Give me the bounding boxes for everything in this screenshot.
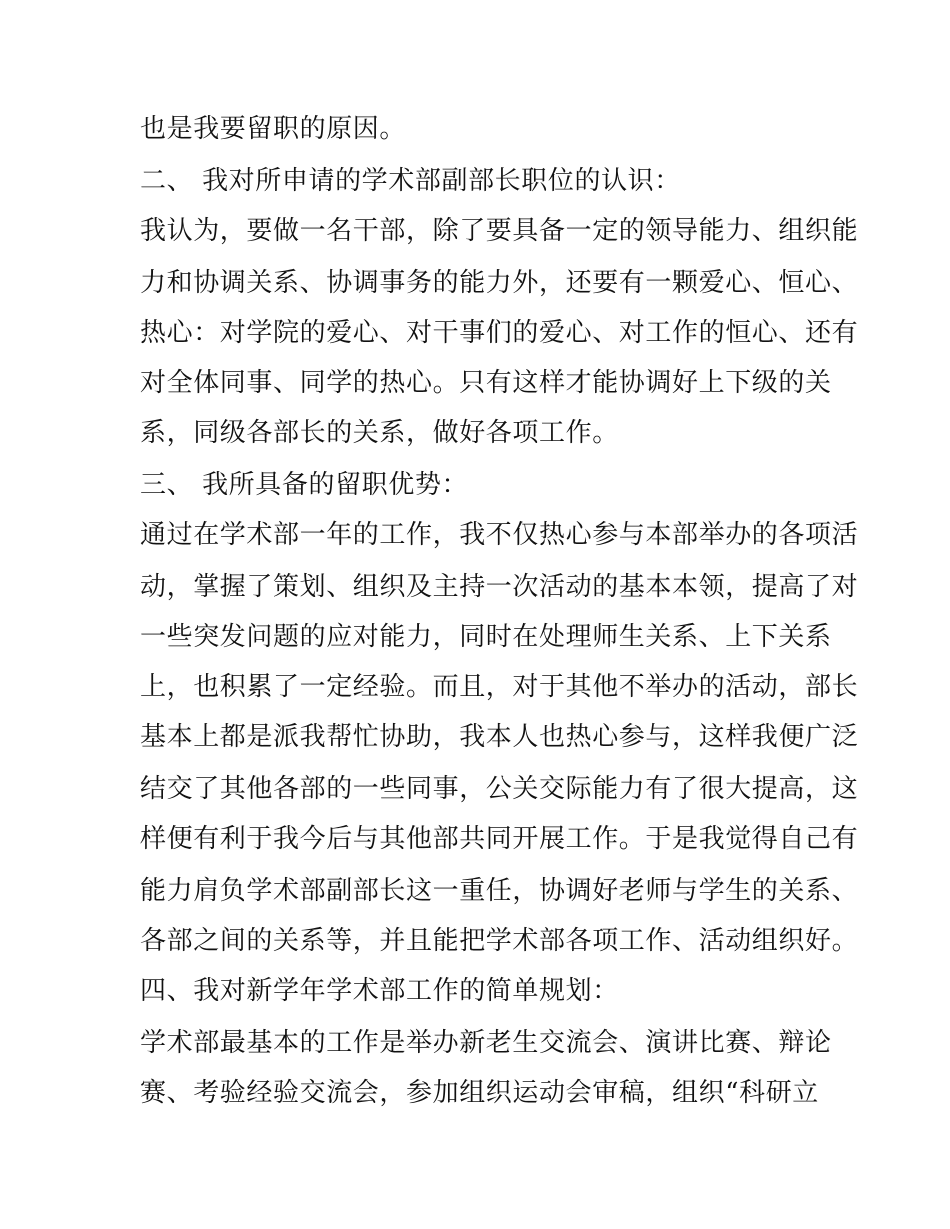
text-line: 通过在学术部一年的工作，我不仅热心参与本部举办的各项活 [140,520,859,550]
text-line: 对全体同事、同学的热心。只有这样才能协调好上下级的关 [140,368,832,398]
section-heading: 三、 我所具备的留职优势： [140,470,469,500]
text-line: 我认为，要做一名干部，除了要具备一定的领导能力、组织能 [140,216,859,246]
text-line: 上，也积累了一定经验。而且，对于其他不举办的活动，部长 [140,672,859,702]
text-line: 也是我要留职的原因。 [140,114,407,144]
text-line: 基本上都是派我帮忙协助，我本人也热心参与，这样我便广泛 [140,722,859,752]
text-line: 热心：对学院的爱心、对干事们的爱心、对工作的恒心、还有 [140,318,859,348]
text-line: 能力肩负学术部副部长这一重任，协调好老师与学生的关系、 [140,876,859,906]
text-line: 动，掌握了策划、组织及主持一次活动的基本本领，提高了对 [140,572,859,602]
text-line: 样便有利于我今后与其他部共同开展工作。于是我觉得自己有 [140,824,859,854]
text-line: 赛、考验经验交流会，参加组织运动会审稿，组织“科研立 [140,1078,819,1108]
text-line: 结交了其他各部的一些同事，公关交际能力有了很大提高，这 [140,774,859,804]
text-line: 学术部最基本的工作是举办新老生交流会、演讲比赛、辩论 [140,1028,832,1058]
text-line: 力和协调关系、协调事务的能力外，还要有一颗爱心、恒心、 [140,268,859,298]
text-line: 一些突发问题的应对能力，同时在处理师生关系、上下关系 [140,622,832,652]
text-line: 各部之间的关系等，并且能把学术部各项工作、活动组织好。 [140,926,859,956]
section-heading: 四、我对新学年学术部工作的简单规划： [140,976,619,1006]
text-line: 系，同级各部长的关系，做好各项工作。 [140,418,619,448]
section-heading: 二、 我对所申请的学术部副部长职位的认识： [140,166,681,196]
